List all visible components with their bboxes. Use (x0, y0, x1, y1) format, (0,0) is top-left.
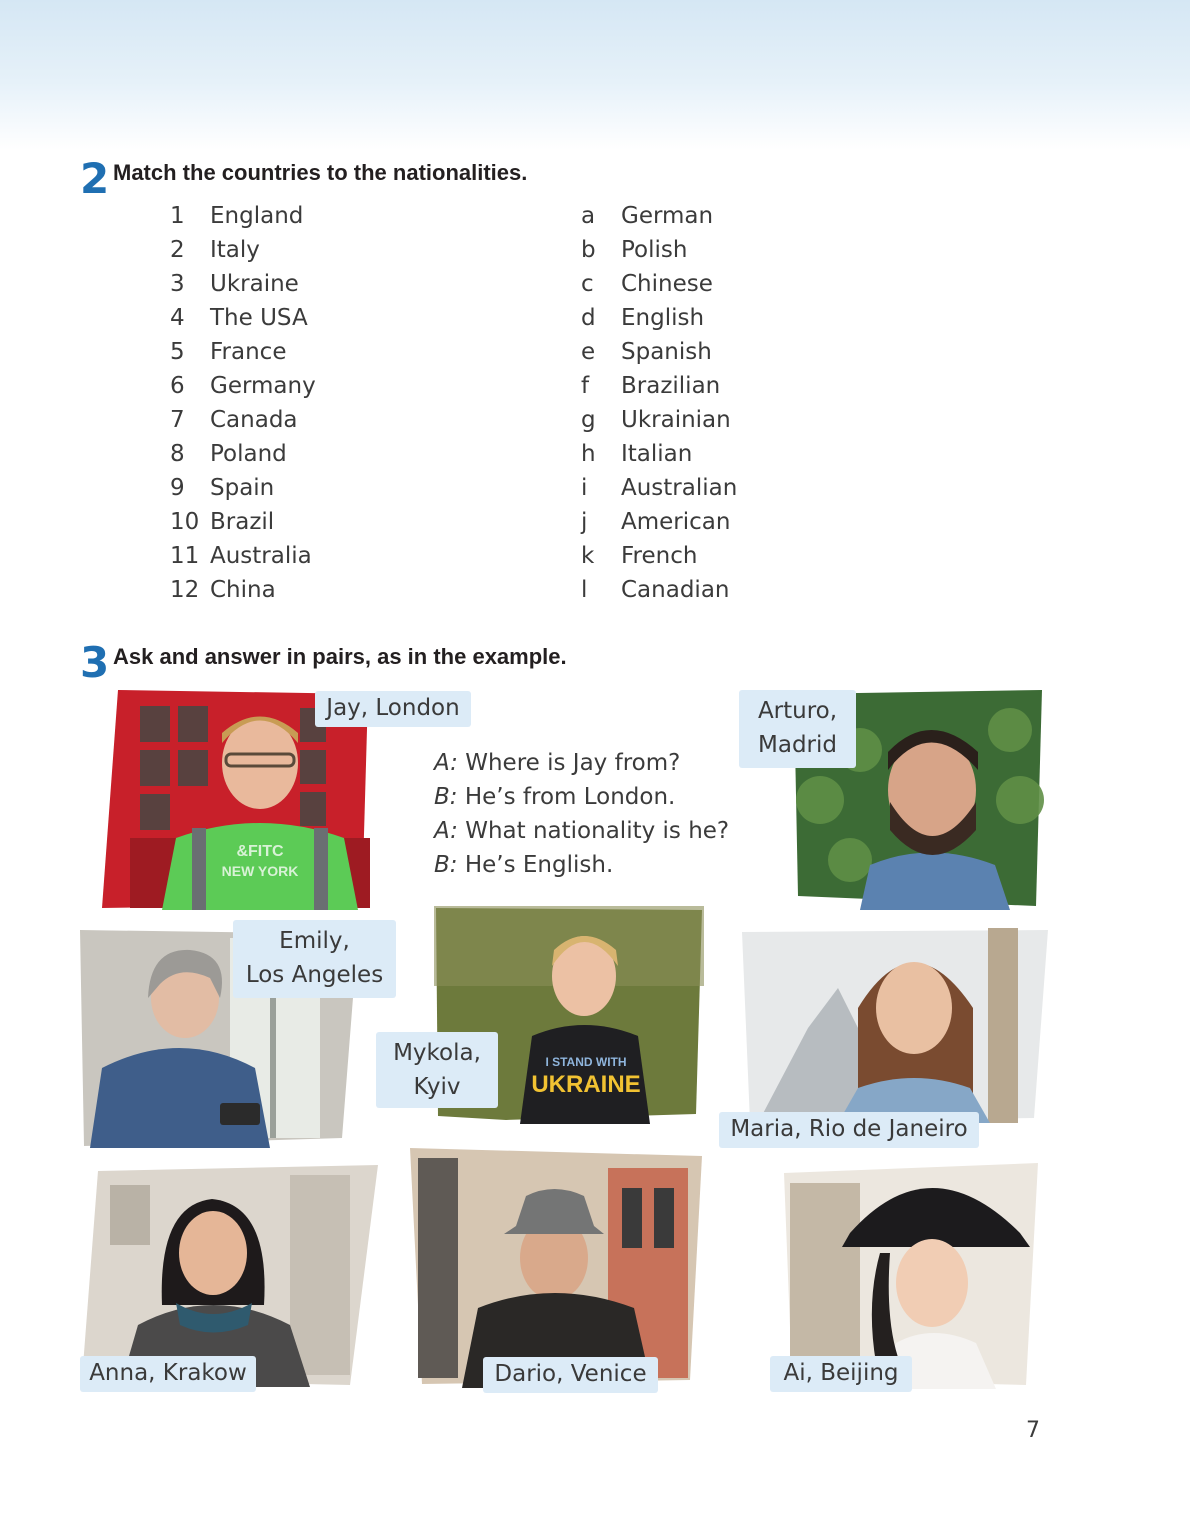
dialog-line (434, 814, 729, 848)
label-text: Arturo, (757, 698, 838, 724)
nationality-name: Polish (621, 237, 688, 263)
line-text: Where is Jay from? (457, 750, 681, 776)
country-name: The USA (210, 305, 308, 331)
line-text: He’s from London. (457, 784, 676, 810)
label-text: Emily, (279, 928, 350, 954)
label-text: Mykola, (393, 1040, 481, 1066)
exercise-number: 3 (80, 638, 110, 687)
country-name: Ukraine (210, 271, 299, 297)
nationality-name: Chinese (621, 271, 713, 297)
item-number: 10 (170, 509, 200, 535)
item-letter: g (581, 407, 596, 433)
country-name: France (210, 339, 287, 365)
exercise-number: 2 (80, 154, 110, 203)
country-name: Australia (210, 543, 312, 569)
speaker: B: (434, 852, 458, 878)
item-letter: f (581, 373, 590, 399)
label-text: Madrid (758, 732, 837, 758)
nationality-name: Australian (621, 475, 738, 501)
item-letter: b (581, 237, 596, 263)
person-label-dario (483, 1357, 658, 1393)
item-letter: c (581, 271, 594, 297)
shirt-text: &FITC (236, 843, 284, 860)
country-name: Italy (210, 237, 260, 263)
item-letter: a (581, 203, 596, 229)
nationality-name: Ukrainian (621, 407, 731, 433)
page-number: 7 (1026, 1418, 1040, 1443)
item-letter: k (581, 543, 595, 569)
speaker: A: (434, 750, 458, 776)
item-letter: j (581, 509, 588, 535)
photo-anna (80, 1165, 380, 1387)
label-text: Jay, London (326, 695, 460, 721)
item-number: 4 (170, 305, 185, 331)
person-label-jay (315, 691, 471, 727)
item-letter: i (581, 475, 588, 501)
nationality-name: English (621, 305, 705, 331)
country-name: England (210, 203, 304, 229)
item-number: 6 (170, 373, 185, 399)
item-number: 11 (170, 543, 200, 569)
item-number: 12 (170, 577, 200, 603)
country-name: China (210, 577, 276, 603)
nationality-name: Brazilian (621, 373, 721, 399)
exercise-title: Ask and answer in pairs, as in the example. (113, 644, 567, 669)
item-number: 8 (170, 441, 185, 467)
shirt-text: UKRAINE (531, 1071, 641, 1098)
label-text: Kyiv (413, 1074, 461, 1100)
shirt-text: I STAND WITH (545, 1055, 627, 1069)
dialog-line (434, 746, 729, 780)
nationality-name: Italian (621, 441, 693, 467)
item-number: 7 (170, 407, 185, 433)
person-label-emily (233, 920, 396, 998)
item-letter: e (581, 339, 596, 365)
country-name: Brazil (210, 509, 275, 535)
item-number: 5 (170, 339, 185, 365)
person-label-mykola (376, 1032, 498, 1108)
person-label-maria (719, 1112, 979, 1148)
dialog-line (434, 780, 729, 814)
item-letter: l (581, 577, 588, 603)
label-text: Maria, Rio de Janeiro (730, 1116, 968, 1142)
nationality-name: German (621, 203, 714, 229)
speaker: A: (434, 818, 458, 844)
label-text: Dario, Venice (494, 1361, 647, 1387)
country-name: Canada (210, 407, 298, 433)
shirt-text: NEW YORK (221, 863, 299, 879)
item-letter: d (581, 305, 596, 331)
person-label-anna (80, 1356, 256, 1392)
person-label-arturo (739, 690, 856, 768)
photo-dario (408, 1148, 706, 1388)
nationality-name: American (621, 509, 731, 535)
line-text: What nationality is he? (457, 818, 730, 844)
item-number: 1 (170, 203, 185, 229)
item-letter: h (581, 441, 596, 467)
label-text: Los Angeles (245, 962, 384, 988)
photo-maria (738, 928, 1050, 1123)
country-name: Germany (210, 373, 316, 399)
exercise-title: Match the countries to the nationalities. (113, 160, 528, 185)
example-dialog (434, 746, 729, 882)
nationality-name: Canadian (621, 577, 730, 603)
item-number: 9 (170, 475, 185, 501)
label-text: Anna, Krakow (89, 1360, 247, 1386)
country-name: Poland (210, 441, 287, 467)
line-text: He’s English. (457, 852, 614, 878)
nationality-name: French (621, 543, 698, 569)
item-number: 2 (170, 237, 185, 263)
item-number: 3 (170, 271, 185, 297)
person-label-ai (770, 1356, 912, 1392)
country-name: Spain (210, 475, 275, 501)
header-band (0, 0, 1190, 150)
label-text: Ai, Beijing (783, 1360, 899, 1386)
nationality-name: Spanish (621, 339, 712, 365)
speaker: B: (434, 784, 458, 810)
dialog-line (434, 848, 729, 882)
